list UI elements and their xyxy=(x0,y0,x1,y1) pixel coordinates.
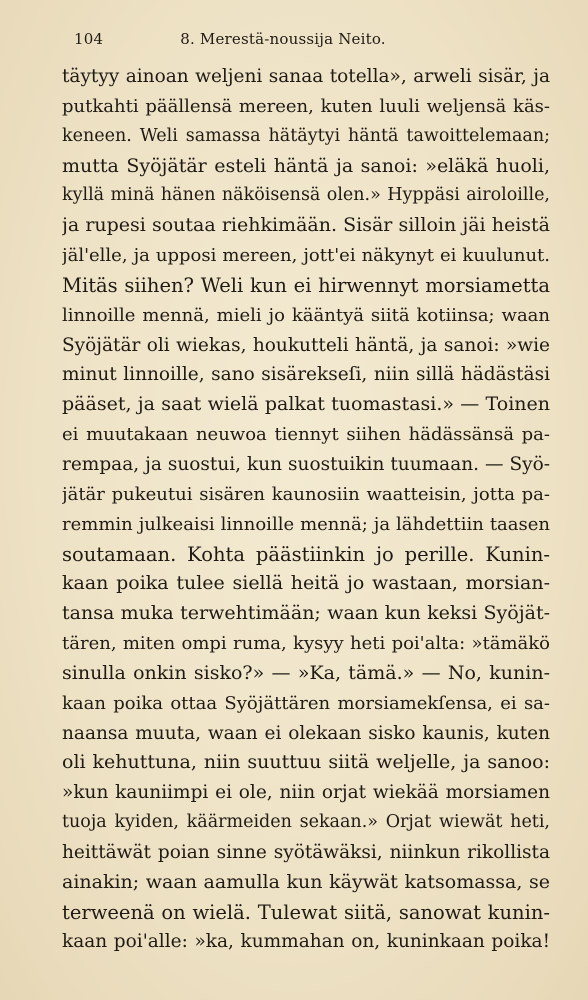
running-title: 8. Merestä-noussija Neito. xyxy=(180,30,386,48)
text-line: mutta Syöjätär esteli häntä ja sanoi: »eläkä huoli, xyxy=(62,154,550,177)
text-line: tären, miten ompi ruma, kysyy heti poi'alta: »tämäkö xyxy=(62,633,550,655)
text-line: ei muutakaan neuwoa tiennyt siihen hädässänsä pa- xyxy=(62,424,550,446)
text-line: keneen. Weli samassa hätäytyi häntä tawoittelemaan; xyxy=(62,125,550,146)
text-line: Syöjätär oli wiekas, houkutteli häntä, ja sanoi: »wie xyxy=(62,334,550,356)
text-line: kaan poi'alle: »ka, kummahan on, kuninkaan poika! xyxy=(62,931,550,953)
page-header xyxy=(74,30,552,54)
text-line: naansa muuta, waan ei olekaan sisko kaunis, kuten xyxy=(62,722,550,744)
text-line: remmin julkeaisi linnoille mennä; ja lähdettiin taasen xyxy=(62,513,550,535)
text-line: täytyy ainoan weljeni sanaa totella», arweli sisär, ja xyxy=(62,66,550,87)
text-line: jätär pukeutui sisären kaunosiin waatteisin, jotta pa- xyxy=(62,483,550,505)
text-line: tansa muka terwehtimään; waan kun keksi Syöjät- xyxy=(62,602,550,625)
text-line: putkahti päällensä mereen, kuten luuli weljensä käs- xyxy=(62,95,550,117)
text-line: tuoja kyiden, käärmeiden sekaan.» Orjat wiewät heti, xyxy=(62,812,550,833)
text-line: jäl'elle, ja upposi mereen, jott'ei näkynyt ei kuulunut. xyxy=(62,245,550,267)
text-line: ja rupesi soutaa riehkimään. Sisär silloin jäi heistä xyxy=(62,214,550,237)
text-line: soutamaan. Kohta päästiinkin jo perille. Kunin- xyxy=(62,542,550,566)
text-line: kaan poika ottaa Syöjättären morsiamekſensa, ei sa- xyxy=(62,692,550,714)
page-number: 104 xyxy=(74,30,104,48)
text-line: kaan poika tulee siellä heitä jo wastaan, morsian- xyxy=(62,572,550,595)
text-line: terweenä on wielä. Tulewat siitä, sanowat kunin- xyxy=(62,900,550,924)
text-line: oli kehuttuna, niin suuttuu siitä weljelle, ja sanoo: xyxy=(62,751,550,774)
text-line: kyllä minä hänen näköisensä olen.» Hyppäsi airoloille, xyxy=(62,185,550,206)
text-line: pääset, ja saat wielä palkat tuomastasi.» — Toinen xyxy=(62,393,550,416)
text-line: Mitäs siihen? Weli kun ei hirwennyt morsiametta xyxy=(62,273,550,297)
text-line: rempaa, ja suostui, kun suostuikin tuumaan. — Syö- xyxy=(62,453,550,475)
text-line: heittäwät poian sinne syötäwäksi, niinkun rikollista xyxy=(62,841,550,863)
text-line: ainakin; waan aamulla kun käywät katsomassa, se xyxy=(62,870,550,893)
text-line: sinulla onkin sisko?» — »Ka, tämä.» — No, kunin- xyxy=(62,661,550,684)
body-text xyxy=(62,62,550,957)
text-line: minut linnoille, sano sisärekseſi, niin sillä hädästäsi xyxy=(62,364,550,386)
text-line: linnoille mennä, mieli jo kääntyä siitä kotiinsa; waan xyxy=(62,304,550,326)
text-line: »kun kauniimpi ei ole, niin orjat wiekää morsiamen xyxy=(62,782,550,804)
